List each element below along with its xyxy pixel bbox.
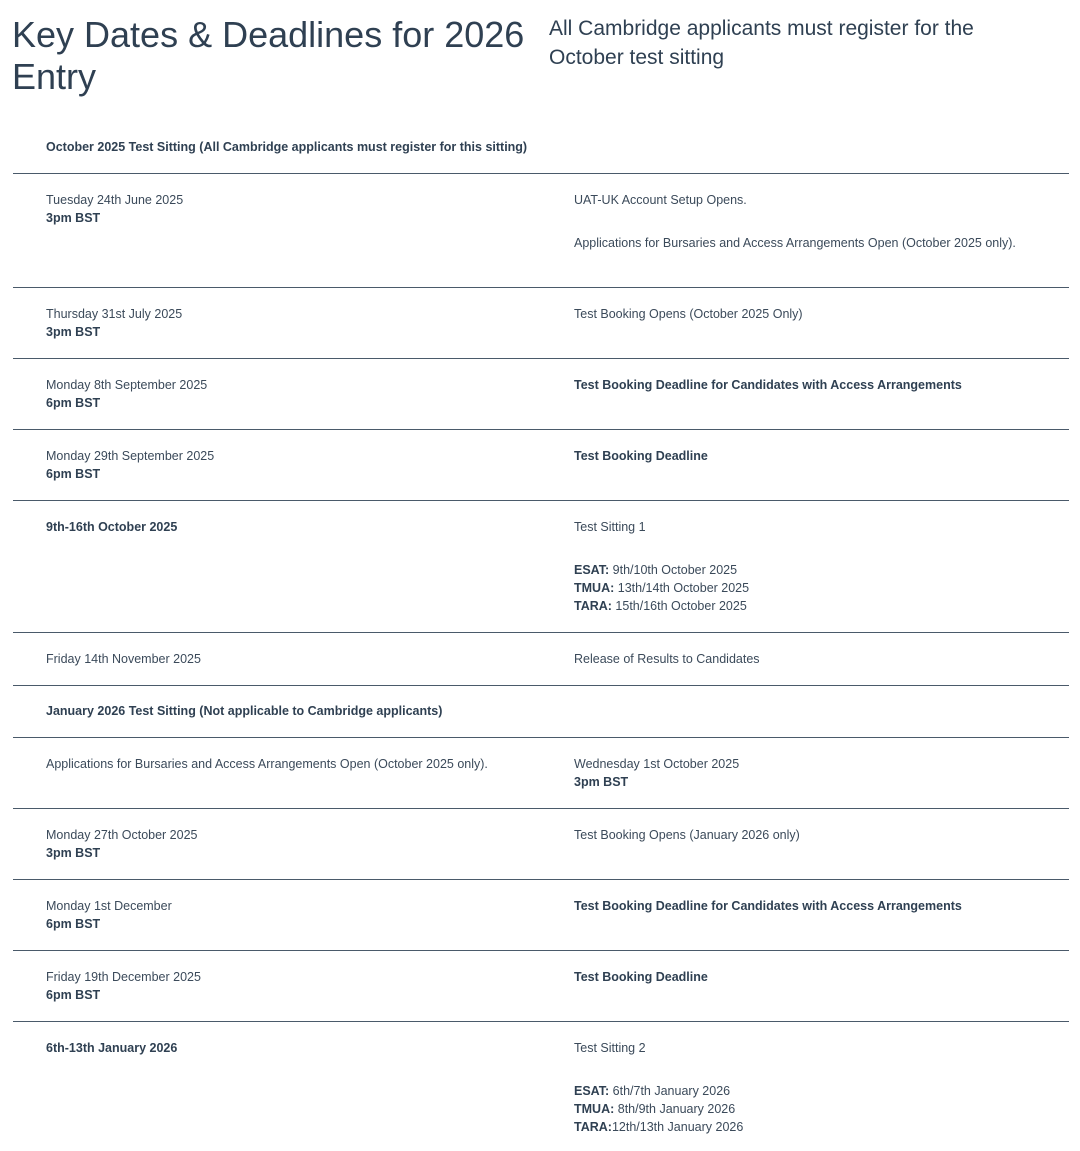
time-text: 3pm BST xyxy=(46,211,101,225)
date-text: 6th-13th January 2026 xyxy=(46,1041,178,1055)
event-cell xyxy=(574,1039,1034,1136)
event-cell xyxy=(574,755,1034,791)
event-text: Test Booking Deadline for Candidates with Access Arrangements xyxy=(574,378,962,392)
table-row xyxy=(13,288,1069,359)
date-text: Monday 8th September 2025 xyxy=(46,378,208,392)
time-text: 3pm BST xyxy=(574,775,629,789)
event-cell xyxy=(574,191,1034,252)
key-dates-table xyxy=(13,121,1069,1147)
date-text: Friday 14th November 2025 xyxy=(46,652,201,666)
table-row xyxy=(13,951,1069,1022)
date-cell xyxy=(46,968,516,1004)
section-title: January 2026 Test Sitting (Not applicable to Cambridge applicants) xyxy=(46,704,443,718)
date-cell xyxy=(46,305,516,341)
event-text: Test Booking Deadline for Candidates with Access Arrangements xyxy=(574,899,962,913)
date-text: Tuesday 24th June 2025 xyxy=(46,193,184,207)
event-text: Test Booking Deadline xyxy=(574,970,708,984)
date-cell xyxy=(46,826,516,862)
table-row xyxy=(13,359,1069,430)
date-text: Applications for Bursaries and Access Arrangements Open (October 2025 only). xyxy=(46,757,488,771)
time-text: 6pm BST xyxy=(46,988,101,1002)
test-date-line: ESAT: 6th/7th January 2026 xyxy=(574,1084,731,1098)
event-text: Test Booking Deadline xyxy=(574,449,708,463)
date-text: Monday 1st December xyxy=(46,899,172,913)
section-header-january xyxy=(13,686,1069,738)
event-text-secondary: Applications for Bursaries and Access Arrangements Open (October 2025 only). xyxy=(574,236,1016,250)
test-date-line: TARA:12th/13th January 2026 xyxy=(574,1120,744,1134)
section-title: October 2025 Test Sitting (All Cambridge applicants must register for this sitting) xyxy=(46,140,528,154)
test-date-line: TMUA: 8th/9th January 2026 xyxy=(574,1102,736,1116)
page-title: Key Dates & Deadlines for 2026 Entry xyxy=(12,14,525,97)
event-text: Wednesday 1st October 2025 xyxy=(574,757,740,771)
event-cell xyxy=(574,518,1034,615)
time-text: 6pm BST xyxy=(46,917,101,931)
time-text: 3pm BST xyxy=(46,846,101,860)
date-text: 9th-16th October 2025 xyxy=(46,520,178,534)
date-text: Thursday 31st July 2025 xyxy=(46,307,183,321)
page-subtitle: All Cambridge applicants must register for the October test sitting xyxy=(549,17,974,69)
table-row xyxy=(13,501,1069,633)
event-text: UAT-UK Account Setup Opens. xyxy=(574,193,747,207)
time-text: 6pm BST xyxy=(46,396,101,410)
event-text: Test Booking Opens (January 2026 only) xyxy=(574,828,800,842)
date-cell xyxy=(46,191,516,227)
event-text: Test Sitting 1 xyxy=(574,520,646,534)
event-text: Release of Results to Candidates xyxy=(574,652,760,666)
event-text: Test Booking Opens (October 2025 Only) xyxy=(574,307,803,321)
table-row xyxy=(13,1022,1069,1147)
date-cell xyxy=(46,447,516,483)
time-text: 3pm BST xyxy=(46,325,101,339)
time-text: 6pm BST xyxy=(46,467,101,481)
table-row xyxy=(13,738,1069,809)
event-text: Test Sitting 2 xyxy=(574,1041,646,1055)
date-text: Friday 19th December 2025 xyxy=(46,970,201,984)
table-row xyxy=(13,809,1069,880)
date-cell xyxy=(46,376,516,412)
date-text: Monday 27th October 2025 xyxy=(46,828,198,842)
date-text: Monday 29th September 2025 xyxy=(46,449,215,463)
table-row xyxy=(13,430,1069,501)
section-header-october xyxy=(13,121,1069,174)
table-row xyxy=(13,174,1069,288)
date-cell xyxy=(46,897,516,933)
table-row xyxy=(13,880,1069,951)
test-date-line: TARA: 15th/16th October 2025 xyxy=(574,599,747,613)
test-date-line: ESAT: 9th/10th October 2025 xyxy=(574,563,738,577)
test-date-line: TMUA: 13th/14th October 2025 xyxy=(574,581,750,595)
table-row xyxy=(13,633,1069,686)
